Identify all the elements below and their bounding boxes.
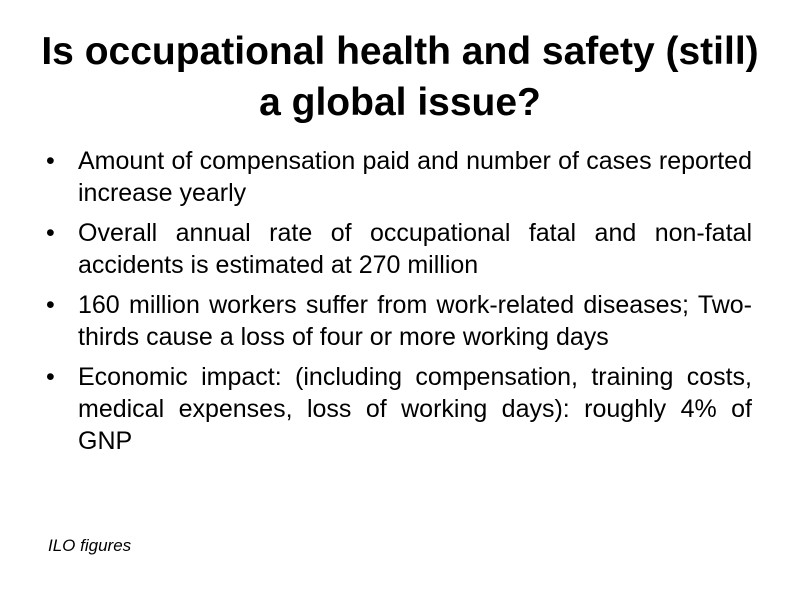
bullet-icon: • xyxy=(46,291,55,319)
bullet-item-work-related-diseases xyxy=(46,289,752,353)
bullet-item-accident-rate xyxy=(46,217,752,281)
slide-title: Is occupational health and safety (still) a global issue? xyxy=(41,30,759,124)
bullet-item-compensation xyxy=(46,145,752,209)
bullet-text: Amount of compensation paid and number of cases reported increase yearly xyxy=(78,147,752,207)
bullet-icon: • xyxy=(46,363,55,391)
bullet-text: Overall annual rate of occupational fatal and non-fatal accidents is estimated at 270 million xyxy=(78,219,752,279)
bullet-text: Economic impact: (including compensation, training costs, medical expenses, loss of working days): roughly 4% of GNP xyxy=(78,363,752,455)
source-note: ILO figures xyxy=(48,536,132,555)
bullet-list xyxy=(46,145,752,465)
bullet-icon: • xyxy=(46,147,55,175)
bullet-icon: • xyxy=(46,219,55,247)
bullet-item-economic-impact xyxy=(46,361,752,457)
bullet-text: 160 million workers suffer from work-related diseases; Two-thirds cause a loss of four or more working days xyxy=(78,291,752,351)
